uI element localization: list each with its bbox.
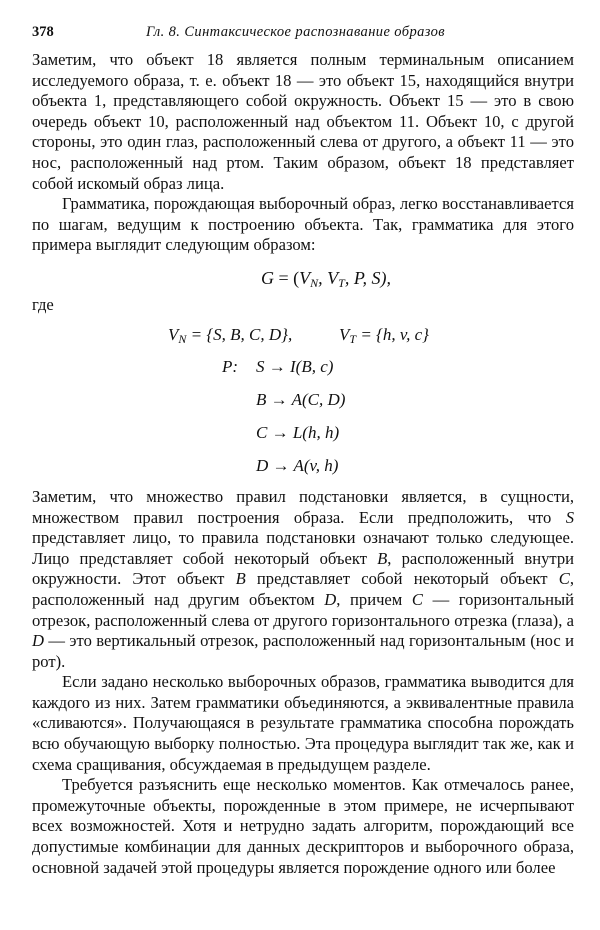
vn-definition: $V_N = \{S$, B, C, D}, [168,324,293,346]
body-text-continued [32,487,574,878]
page-number: 378 [32,24,54,40]
paragraph-4: Если задано несколько выборочных образов, грамматика выводится для каждого из них. Затем грамматики объединяются, а эквивалентные правила «сливаются». Получающаяся в результате грамматика способна порождать всю обучающую выборку полностью. Эта процедура выглядит так же, как и схема сращивания, обсуждаемая в предыдущем разделе. [32,672,574,774]
p-label: P: [222,356,239,376]
grammar-formula: $G = (V_N$, $V_T$, P, S), [260,267,392,290]
paragraph-3: Заметим, что множество правил подстановки является, в сущности, множеством правил построения образа. Если предположить, что S представляет лицо, то правила подстановки означают только следующее. Лицо представляет собой некоторый объект B, расположенный внутри окружности. Этот объект B представляет собой некоторый объект C, расположенный над другим объектом D, причем C — горизонтальный отрезок, расположенный слева от другого горизонтального отрезка (глаза), а D — это вертикальный отрезок, расположенный над горизонтальным (нос и рот). [32,486,574,671]
production-rule: D → A(v, h) [256,455,339,475]
production-rules [32,325,574,481]
chapter-title: Гл. 8. Синтаксическое распознавание образов [146,24,445,40]
vt-definition: $V_T = \{h$, v, c} [339,324,429,346]
paragraph-1: Заметим, что объект 18 является полным терминальным описанием исследуемого образа, т. е. объект 18 — это объект 15, находящийся внутри объекта 1, представляющего собой окружность. Объект 15 — это в свою очередь объект 10, расположенный над объектом 11. Объект 10, с другой стороны, это один глаз, расположенный слева от другого, а объект 11 — это нос, расположенный над ртом. Таким образом, объект 18 представляет собой искомый образ лица. [32,50,574,193]
running-header [32,24,574,50]
production-rule: B → A(C, D) [256,389,346,409]
production-rule: S → I(B, c) [256,356,334,376]
body-text [32,50,574,256]
production-rule: C → L(h, h) [256,422,340,442]
paragraph-2: Грамматика, порождающая выборочный образ, легко восстанавливается по шагам, ведущим к построению объекта. Так, грамматика для этого примера выглядит следующим образом: [32,194,574,255]
paragraph-5: Требуется разъяснить еще несколько моментов. Как отмечалось ранее, промежуточные объекты, порожденные в этом примере, не исчерпывают всех возможностей. Хотя и нетрудно задать алгоритм, порождающий все допустимые комбинации для данных дескрипторов и выборочного образа, основной задачей этой процедуры является порождение одного или более [32,775,574,877]
where-label: где [32,294,54,314]
book-page [32,24,574,878]
